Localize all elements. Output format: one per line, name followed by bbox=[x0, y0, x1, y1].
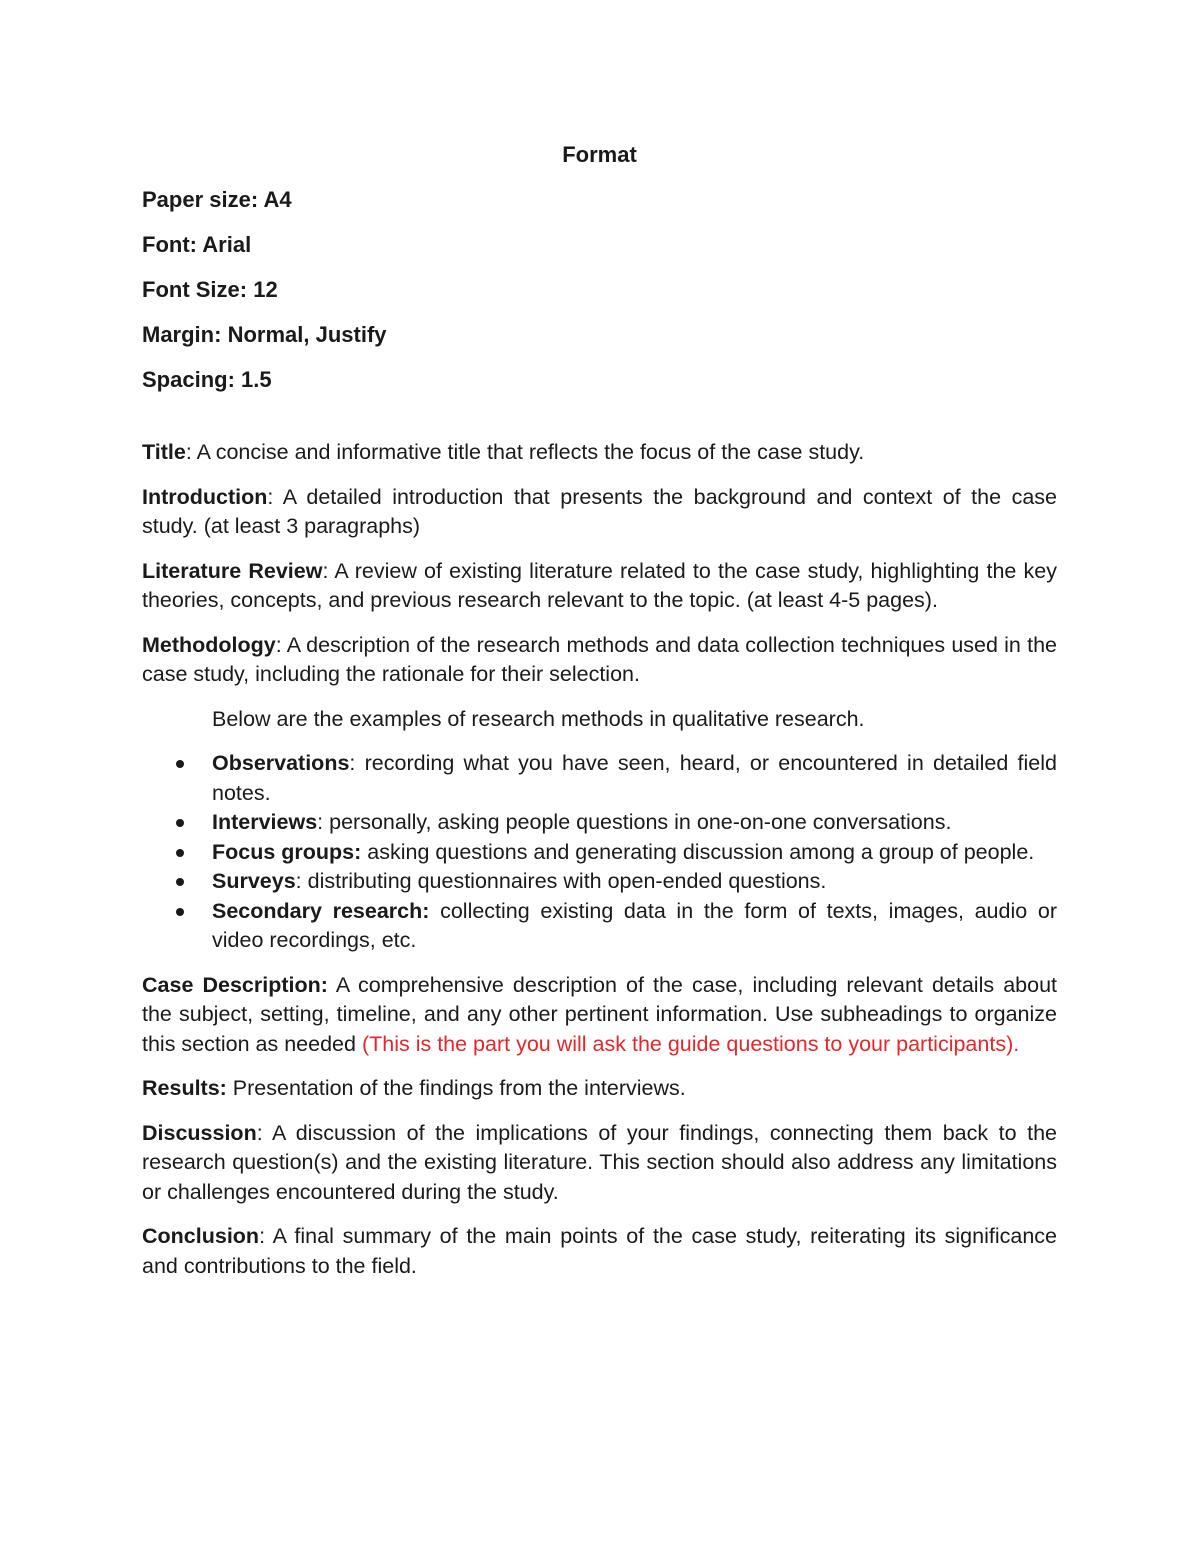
section-heading: Discussion bbox=[142, 1120, 257, 1145]
methods-intro: Below are the examples of research methods in qualitative research. bbox=[212, 706, 865, 731]
list-item: Surveys: distributing questionnaires with open-ended questions. bbox=[142, 867, 1057, 897]
section-methodology: Methodology: A description of the research methods and data collection techniques used in the case study, including the rationale for their selection. bbox=[142, 632, 1057, 686]
list-item: Focus groups: asking questions and generating discussion among a group of people. bbox=[142, 838, 1057, 868]
section-literature-review: Literature Review: A review of existing literature related to the case study, highlighting the key theories, concepts, and previous research relevant to the topic. (at least 4-5 pages). bbox=[142, 558, 1058, 612]
participant-note: (This is the part you will ask the guide questions to your participants). bbox=[361, 1031, 1020, 1056]
spec-spacing: Spacing: 1.5 bbox=[142, 367, 272, 392]
spec-font-size: Font Size: 12 bbox=[142, 277, 278, 302]
section-heading: Results: bbox=[142, 1076, 227, 1100]
bullet-icon bbox=[176, 849, 184, 857]
bullet-icon bbox=[176, 819, 184, 827]
bullet-icon bbox=[176, 760, 184, 768]
section-title: Title: A concise and informative title that reflects the focus of the case study. bbox=[142, 440, 865, 464]
section-discussion: Discussion: A discussion of the implications of your findings, connecting them back to the research question(s) and the existing literature. This section should also address any limitations or challenges encountered during the study. bbox=[142, 1120, 1057, 1204]
spec-paper-size: Paper size: A4 bbox=[142, 187, 292, 212]
document-page bbox=[142, 140, 1057, 1296]
methods-list bbox=[142, 749, 1057, 956]
section-heading: Conclusion bbox=[142, 1224, 260, 1248]
section-results: Results: Presentation of the findings from the interviews. bbox=[142, 1076, 686, 1100]
section-case-description: Case Description: A comprehensive description of the case, including relevant details about the subject, setting, timeline, and any other pertinent information. Use subheadings to organize this section as needed (This is the part you will ask the guide questions to your participants). bbox=[142, 972, 1057, 1056]
section-introduction: Introduction: A detailed introduction that presents the background and context of the case study. (at least 3 paragraphs) bbox=[142, 484, 1057, 538]
section-heading: Methodology bbox=[142, 632, 276, 657]
bullet-icon bbox=[176, 908, 184, 916]
section-heading: Introduction bbox=[142, 484, 268, 509]
list-item: Interviews: personally, asking people questions in one-on-one conversations. bbox=[142, 808, 1057, 838]
list-item: Secondary research: collecting existing data in the form of texts, images, audio or video recordings, etc. bbox=[142, 897, 1057, 956]
list-item: Observations: recording what you have seen, heard, or encountered in detailed field notes. bbox=[142, 749, 1057, 808]
spec-font: Font: Arial bbox=[142, 232, 252, 257]
section-heading: Title bbox=[142, 440, 186, 464]
spec-margin: Margin: Normal, Justify bbox=[142, 322, 387, 347]
section-conclusion: Conclusion: A final summary of the main points of the case study, reiterating its significance and contributions to the field. bbox=[142, 1224, 1057, 1278]
document-title: Format bbox=[562, 142, 637, 167]
section-heading: Literature Review bbox=[142, 558, 323, 583]
bullet-icon bbox=[176, 878, 184, 886]
section-heading: Case Description: bbox=[142, 972, 328, 997]
